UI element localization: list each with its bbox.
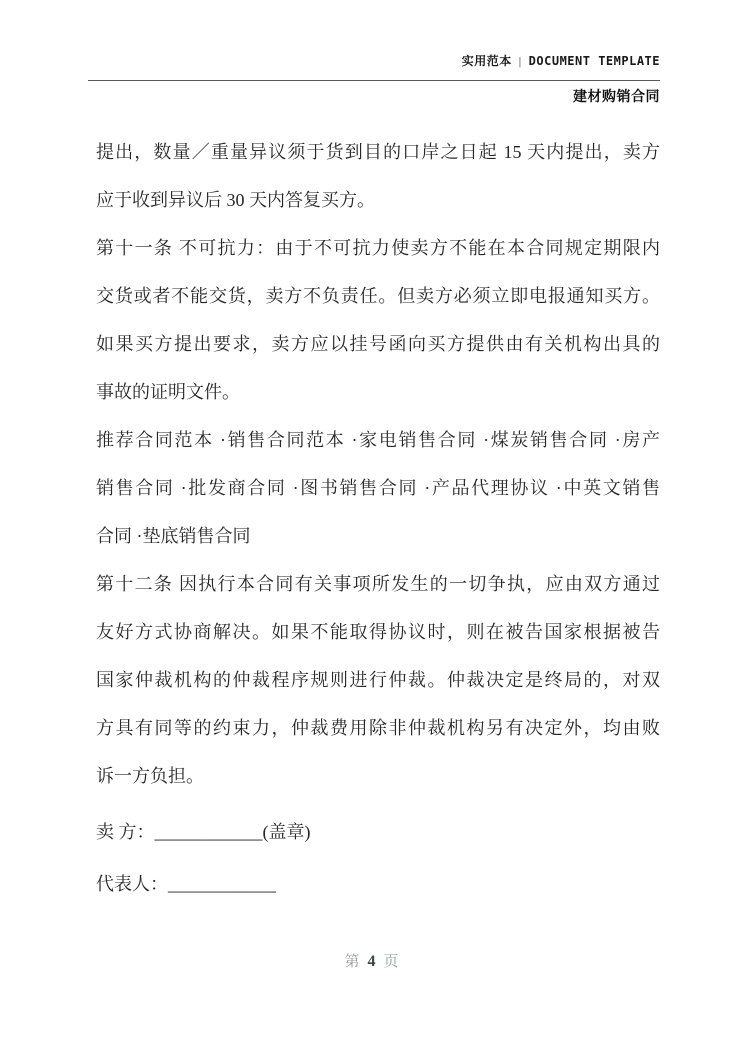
body-line: 国家仲裁机构的仲裁程序规则进行仲裁。仲裁决定是终局的，对双 [96, 670, 660, 690]
body-line: 应于收到异议后 30 天内答复买方。 [96, 190, 375, 210]
document-title: 建材购销合同 [573, 90, 660, 105]
body-line: 诉一方负担。 [96, 766, 204, 786]
seller-signature-line: 卖 方：____________(盖章) [96, 822, 311, 842]
footer-page-suffix: 页 [383, 954, 400, 970]
body-line: 事故的证明文件。 [96, 382, 240, 402]
body-line: 提出，数量／重量异议须于货到目的口岸之日起 15 天内提出，卖方 [96, 142, 660, 162]
footer-page-prefix: 第 [344, 954, 361, 970]
body-line: 如果买方提出要求，卖方应以挂号函向买方提供由有关机构出具的 [96, 334, 660, 354]
body-line: 推荐合同范本 ·销售合同范本 ·家电销售合同 ·煤炭销售合同 ·房产 [96, 430, 660, 450]
header-rule [88, 80, 660, 81]
header-brand-en: DOCUMENT TEMPLATE [528, 54, 660, 68]
document-body [96, 128, 660, 910]
body-line: 第十二条 因执行本合同有关事项所发生的一切争执，应由双方通过 [96, 574, 660, 594]
body-line: 交货或者不能交货，卖方不负责任。但卖方必须立即电报通知买方。 [96, 286, 660, 306]
page-header [88, 52, 660, 106]
page-number: 4 [367, 953, 377, 970]
representative-signature-line: 代表人：____________ [96, 874, 276, 894]
page-footer [0, 950, 744, 971]
signature-block [96, 806, 660, 910]
body-line: 方具有同等的约束力，仲裁费用除非仲裁机构另有决定外，均由败 [96, 718, 660, 738]
body-line: 销售合同 ·批发商合同 ·图书销售合同 ·产品代理协议 ·中英文销售 [96, 478, 660, 498]
header-divider: | [518, 54, 522, 68]
body-line: 第十一条 不可抗力：由于不可抗力使卖方不能在本合同规定期限内 [96, 238, 660, 258]
header-brand-cn: 实用范本 [461, 54, 512, 68]
header-brand-row [88, 52, 660, 70]
body-line: 合同 ·垫底销售合同 [96, 526, 251, 546]
body-line: 友好方式协商解决。如果不能取得协议时，则在被告国家根据被告 [96, 622, 660, 642]
